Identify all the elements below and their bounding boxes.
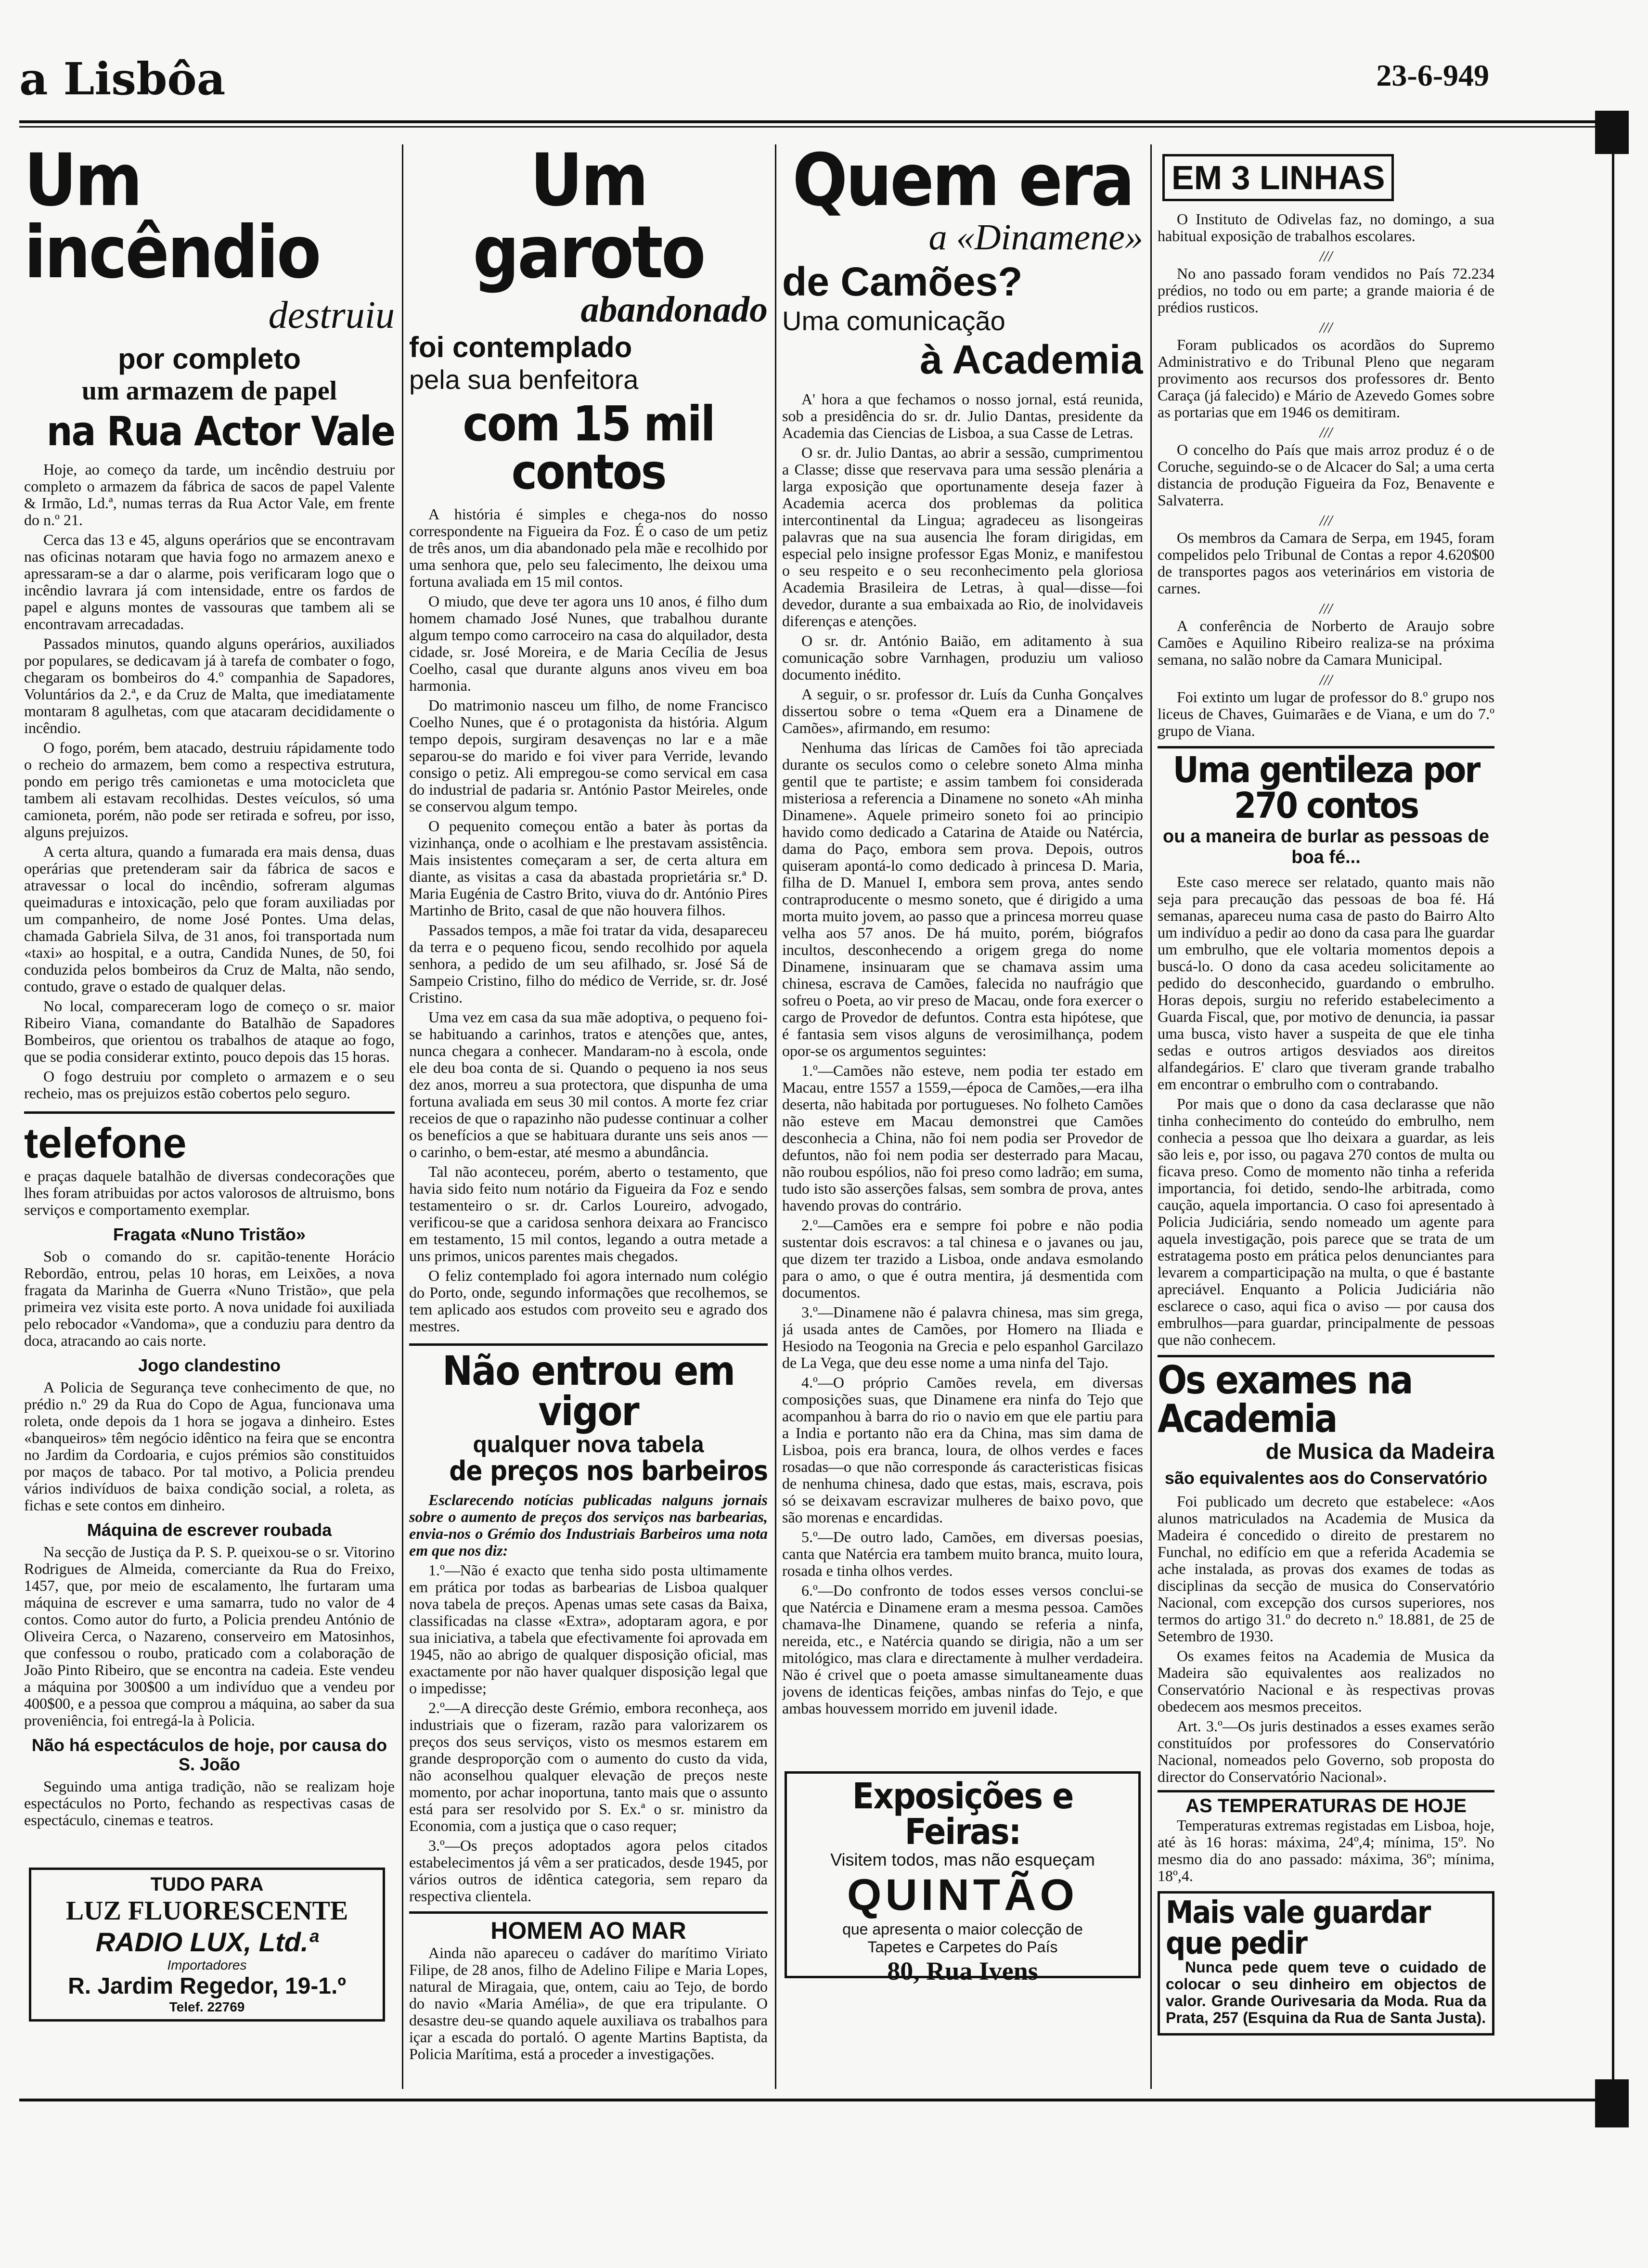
temperaturas-text: Temperaturas extremas registadas em Lisboa, hoje, até às 16 horas: máxima, 24º,4; mínima, 15º. No mesmo dia do ano passado: máxima, 36º; mínima, 18º,4. — [1158, 1817, 1494, 1884]
fire-headline-4: um armazem de papel — [81, 376, 337, 406]
black-bar-bottom — [1595, 2079, 1629, 2127]
top-rule-thin — [19, 126, 1595, 128]
maquina-text: Na secção de Justiça da P. S. P. queixou-se o sr. Vitorino Rodrigues de Almeida, comerciante da Rua do Freixo, 1457, que, por meio de escalamento, lhe furtaram uma máquina de escrever e uma samarra, tudo no valor de 4 contos. Como autor do furto, a Policia prendeu António de Oliveira Cerca, o Nazareno, conserveiro em Matosinhos, que confessou o roubo, praticado com a colaboração de João Pinto Ribeiro, que se encontra na cadeia. Este vendeu a máquina por 300$00 a um indivíduo que a vendeu por 400$00, e a pessoa que comprou a máquina, ao saber da sua proveniência, foi entregá-la à Policia. — [24, 1543, 395, 1729]
dinamene-paragraph: 6.º—Do confronto de todos esses versos conclui-se que Natércia e Dinamene eram a mesma pessoa. Camões chamava-lhe Dinamene, quando se referia a ninfa, nereida, etc., e Natércia quando se dirigia, não a um ser mitológico, mas clara e directamente à mulher verdadeira. Não é crivel que o poeta amasse simultaneamente duas jovens de identicas feições, ambas ninfas do Tejo, e que ambas houvessem morrido em juvenil idade. — [782, 1582, 1143, 1717]
gentileza-headline: Uma gentileza por 270 contos — [1172, 749, 1480, 826]
dinamene-paragraph: 1.º—Camões não esteve, nem podia ter estado em Macau, entre 1557 a 1559,—época de Camões,—era ilha deserta, não habitada por portugueses. No folheto Camões não esteve em Macau demonstrei que Camões desconhecia a China, não foi nem podia ser Provedor de defuntos, não foi nem podia ser desterrado para Macau, não roubou espólios, não foi preso como ladrão; em suma, tudo isto são asserções falsas, sem sombra de prova, antes havendo provas do contrário. — [782, 1062, 1143, 1214]
masthead-date: 23-6-949 — [1376, 58, 1489, 92]
separator: /// — [1319, 424, 1333, 441]
jogo-title: Jogo clandestino — [138, 1355, 281, 1375]
radio-lux-ad — [29, 1868, 385, 2022]
garoto-article — [409, 506, 768, 1335]
fire-article — [24, 461, 395, 1102]
column-1 — [24, 144, 395, 2089]
dinamene-headline-2: a «Dinamene» — [928, 217, 1143, 258]
news-brief: O Instituto de Odivelas faz, no domingo, a sua habitual exposição de trabalhos escolares. — [1158, 210, 1494, 245]
homem-ao-mar-text: Ainda não apareceu o cadáver do marítimo Viriato Filipe, de 28 anos, filho de Adelino Filipe e Maria Lopes, natural de Miragaia, que, ontem, caiu ao Tejo, de bordo do navio «Maria Amélia», de que era tripulante. O desastre deu-se quando aquele auxiliava os trabalhos para içar a escada do portaló. O agente Martins Baptista, da Policia Marítima, está a proceder a investigações. — [409, 1944, 768, 2062]
separator: /// — [1319, 512, 1333, 529]
bottom-rule — [19, 2099, 1595, 2101]
telefone-text: e praças daquele batalhão de diversas condecorações que lhes foram atribuidas por actos valorosos de altruismo, bons serviços e comportamento exemplar. — [24, 1167, 395, 1218]
column-2 — [409, 144, 768, 2089]
gentileza-subheadline: ou a maneira de burlar as pessoas de boa fé... — [1163, 826, 1489, 867]
garoto-headline: Um garoto — [473, 144, 704, 295]
gentileza-paragraph: Por mais que o dono da casa declarasse que não tinha conhecimento do conteúdo do embrulho, nem conhecia a pessoa que lho deixara a guardar, as leis são leis e, por isso, ou pagava 270 contos de multa ou ficava preso. Como de momento não tinha a referida importancia, foi detido, sendo-lhe arbitrada, como caução, aquela importancia. O caso foi apresentado à Policia Judiciária, sendo nomeado um agente para aquela investigação, pois parece que se trata de um estratagema posto em prática pelos denunciantes para levarem a comparticipação na multa, o que é bastante apreciável. Enquanto a Policia Judiciária não esclarece o caso, aqui fica o aviso — por causa dos embrulhos—para guardar, principalmente de pessoas que não conhecem. — [1158, 1095, 1494, 1348]
ad-line: Exposições e Feiras: — [852, 1776, 1073, 1853]
garoto-paragraph: O feliz contemplado foi agora internado num colégio do Porto, onde, segundo informações que recolhemos, se tem aplicado aos estudos com proveito seu e agrado dos mestres. — [409, 1267, 768, 1335]
quintao-ad — [785, 1771, 1141, 1985]
garoto-headline-4: pela sua benfeitora — [409, 364, 639, 395]
dinamene-paragraph: 5.º—De outro lado, Camões, em diversas poesias, canta que Natércia era tambem muito branca, muito loura, rosada e tinha olhos verdes. — [782, 1528, 1143, 1579]
right-edge-rule — [1612, 154, 1614, 2079]
exames-paragraph: Foi publicado um decreto que estabelece: «Aos alunos matriculados na Academia de Musica da Madeira é concedido o direito de prestarem no Funchal, no edifício em que a referida Academia se ache instalada, as provas dos exames de todas as disciplinas da secção de musica do Conservatório Nacional, com excepção dos cursos superiores, nos termos do artigo 31.º do decreto n.º 18.881, de 25 de Setembro de 1930. — [1158, 1493, 1494, 1645]
top-rule — [19, 120, 1595, 123]
homem-ao-mar-title: HOMEM AO MAR — [490, 1917, 686, 1944]
telefone-heading: telefone — [24, 1119, 187, 1167]
fire-paragraph: Hoje, ao começo da tarde, um incêndio destruiu por completo o armazem da fábrica de sacos de papel Valente & Irmão, Ld.ª, numas terras da Rua Actor Vale, em frente do n.º 21. — [24, 461, 395, 528]
dinamene-article — [782, 391, 1143, 1717]
barbeiros-headline-2: qualquer nova tabela — [473, 1432, 704, 1457]
fire-paragraph: Cerca das 13 e 45, alguns operários que se encontravam nas oficinas notaram que havia fogo no armazem anexo e apressaram-se a dar o alarme, pois verificaram logo que o incêndio lavrara já com intensidade, entre os fardos de papel e alguns montes de vassouras que tambem ali se encontravam arrecadadas. — [24, 531, 395, 632]
barbeiros-paragraph: 2.º—A direcção deste Grémio, embora reconheça, aos industriais que o fizeram, razão para valorizarem os preços dos seus serviços, visto os mesmos estarem em grande desproporção com o aumento do custo da vida, não aconselhou qualquer elevação de preços neste momento, por achar inoportuna, tanto mais que o assunto está para ser resolvido por S. Ex.ª o sr. ministro da Economia, com a justiça que o caso requer; — [409, 1699, 768, 1834]
ourivesaria-ad — [1158, 1891, 1494, 2036]
exames-headline: Os exames na Academia — [1158, 1358, 1412, 1441]
dinamene-headline-3: de Camões? — [782, 259, 1023, 304]
separator: /// — [1319, 319, 1333, 336]
dinamene-paragraph: Nenhuma das líricas de Camões foi tão apreciada durante os seculos como o celebre soneto Alma minha gentil que te partiste; e assim tambem foi considerada misteriosa a referencia a Dinamene no soneto «Ah minha Dinamene». Aquele primeiro soneto foi ao principio havido como dedicado a Catarina de Ataide ou Natércia, dama do Paço, embora sem prova. Depois, outros quiseram apontá-lo como dedicado à princesa D. Maria, filha de D. Manuel I, embora sem prova, antes sendo contraproducente o mesmo soneto, que é dirigido a uma morta muito jovem, ao passo que a princesa morreu quase velha aos 57 anos. De há muito, porém, biógrafos incultos, desconhecendo a origem grega do nome Dinamene, insinuaram que se chamava assim uma chinesa, escrava de Camões, falecida no naufrágio que sofreu o Poeta, ao vir preso de Macau, onde fora exercer o cargo de Provedor de defuntos. Contra esta hipótese, que é fantasia sem visos alguns de verosimilhança, podem opor-se os argumentos seguintes: — [782, 739, 1143, 1059]
dinamene-paragraph: 3.º—Dinamene não é palavra chinesa, mas sim grega, já usada antes de Camões, por Homero na Iliada e Hesiodo na Teogonia na Grecia e pelo espanhol Garcilazo de La Vega, que deu esse nome a uma ninfa del Tajo. — [782, 1303, 1143, 1371]
exames-paragraph: Os exames feitos na Academia de Musica da Madeira são equivalentes aos realizados no Conservatório Nacional e às respectivas provas obedecem aos mesmos preceitos. — [1158, 1647, 1494, 1715]
column-divider-2 — [775, 144, 776, 2089]
garoto-paragraph: A história é simples e chega-nos do nosso correspondente na Figueira da Foz. É o caso de um petiz de três anos, um dia abandonado pela mãe e recolhido por uma senhora que, pelo seu falecimento, lhe deixou uma fortuna avaliada em 15 mil contos. — [409, 505, 768, 590]
garoto-paragraph: Tal não aconteceu, porém, aberto o testamento, que havia sido feito num notário da Figueira da Foz e sendo testamenteiro o sr. dr. Carlos Loureiro, advogado, verificou-se que a caridosa senhora deixara ao Francisco em testamento, 15 mil contos, legando a outra metade a uns primos, unicos parentes mais chegados. — [409, 1163, 768, 1264]
espectaculos-title: Não há espectáculos de hoje, por causa do S. João — [31, 1735, 387, 1774]
dinamene-paragraph: A seguir, o sr. professor dr. Luís da Cunha Gonçalves dissertou sobre o tema «Quem era a Dinamene de Camões», afirmando, em resumo: — [782, 685, 1143, 736]
garoto-headline-5: com 15 mil contos — [463, 396, 714, 500]
ad-line: QUINTÃO — [847, 1870, 1079, 1920]
masthead-title: a Lisbôa — [19, 53, 226, 105]
news-brief: No ano passado foram vendidos no País 72.234 prédios, no todo ou em parte; a grande maioria é de prédios rusticos. — [1158, 265, 1494, 316]
garoto-paragraph: Uma vez em casa da sua mãe adoptiva, o pequeno foi-se habituando a carinhos, tratos e atenções que, antes, nunca chegara a conhecer. Mandaram-no à escola, onde ele deu boa conta de si. Quando o pequeno ia nos seus dez anos, morreu a sua protectora, que dispunha de uma fortuna avaliada em seus 30 mil contos. A morte fez criar receios de que o rapazinho não pudesse continuar a colher os benefícios a que se habituara durante uns seis anos — o carinho, o bem-estar, até mesmo a abundância. — [409, 1008, 768, 1160]
ad-line: Telef. 22769 — [169, 1999, 245, 2014]
fragata-title: Fragata «Nuno Tristão» — [113, 1224, 306, 1244]
garoto-headline-3: foi contemplado — [409, 331, 632, 363]
news-brief: Os membros da Camara de Serpa, em 1945, foram compelidos pelo Tribunal de Contas a repor 4.620$00 de transportes pagos aos veterinários em vistoria de carnes. — [1158, 529, 1494, 597]
separator: /// — [1319, 600, 1333, 617]
maquina-title: Máquina de escrever roubada — [87, 1520, 332, 1540]
ad-line: Tapetes e Carpetes do País — [867, 1938, 1058, 1956]
fire-headline: Um incêndio — [24, 144, 320, 295]
column-4 — [1158, 144, 1494, 2089]
fire-headline-2: destruiu — [268, 294, 395, 336]
dinamene-paragraph: 4.º—O próprio Camões revela, em diversas composições suas, que Dinamene era ninfa do Tejo que acompanhou à barra do rio o navio em que ele partiu para a India e portanto não era da China, mas sim dama de Lisboa, pois era branca, loura, de olhos verdes e faces rosadas—o que não corresponde ás caracteristicas fisicas de nenhuma chinesa, dado que estas, mais, escrava, pois só se deixavam escravizar mulheres de baixo povo, que são morenas e encardidas. — [782, 1374, 1143, 1526]
ad-line: que apresenta o maior colecção de — [842, 1920, 1083, 1938]
column-divider-1 — [402, 144, 403, 2089]
barbeiros-paragraph: 3.º—Os preços adoptados agora pelos citados estabelecimentos já vêm a ser praticados, desde 1945, por vários outros de idêntica categoria, sem reparo da respectiva clientela. — [409, 1837, 768, 1905]
dinamene-headline: Quem era — [792, 144, 1133, 222]
separator: /// — [1319, 671, 1333, 688]
ourivesaria-ad-title: Mais vale guardar que pedir — [1166, 1895, 1430, 1961]
fire-paragraph: No local, compareceram logo de começo o sr. maior Ribeiro Viana, comandante do Batalhão de Sapadores Bombeiros, que orientou os trabalhos de ataque ao fogo, que se podia considerar extinto, pouco depois das 15 horas. — [24, 997, 395, 1065]
barbeiros-intro: Esclarecendo notícias publicadas nalguns jornais sobre o aumento de preços dos serviços nas barbearias, envia-nos o Grémio dos Industriais Barbeiros uma nota em que nos diz: — [409, 1491, 768, 1559]
news-brief: O concelho do País que mais arroz produz é o de Coruche, seguindo-se o de Alcacer do Sal; a uma certa distancia de produção Figueira da Foz, Benavente e Salvaterra. — [1158, 441, 1494, 509]
fragata-text: Sob o comando do sr. capitão-tenente Horácio Rebordão, entrou, pelas 10 horas, em Leixões, a nova fragata da Marinha de Guerra «Nuno Tristão», que pela primeira vez visita este porto. A nova unidade foi auxiliada pelo rebocador «Vandoma», que a conduziu para dentro da doca, atracando ao cais norte. — [24, 1248, 395, 1349]
fire-paragraph: A certa altura, quando a fumarada era mais densa, duas operárias que pretenderam sair da fábrica de sacos e atravessar o local do incêndio, sofreram algumas queimaduras e intoxicação, pelo que foram auxiliadas por um companheiro, de nome José Pontes. Uma delas, chamada Gabriela Silva, de 31 anos, foi transportada num «taxi» ao hospital, e a outra, Candida Nunes, de 50, foi conduzida pelos bombeiros da Cruz de Malta, não sendo, contudo, grave o estado de qualquer delas. — [24, 843, 395, 995]
dinamene-paragraph: O sr. dr. Julio Dantas, ao abrir a sessão, cumprimentou a Classe; disse que reservava para uma sessão plenária a larga exposição que oportunamente deseja fazer à Academia acerca dos problemas da politica intercontinental da Lingua; agradeceu as lisongeiras palavras que na sua ausencia lhe foram dirigidas, em especial pelo insigne professor Egas Moniz, e manifestou o seu respeito e o seu reconhecimento pela gloriosa Academia Brasileira de Letras, à qual—disse—foi devedor, durante a sua embaixada ao Rio, de inolvidaveis diferenças e atenções. — [782, 444, 1143, 630]
garoto-paragraph: O miudo, que deve ter agora uns 10 anos, é filho dum homem chamado José Nunes, que trabalhou durante algum tempo como carroceiro na casa do alquilador, desta cidade, sr. José Moreira, e de Maria Cecília de Jesus Coelho, casal que durante alguns anos viveu em boa harmonia. — [409, 593, 768, 694]
gentileza-paragraph: Este caso merece ser relatado, quanto mais não seja para precaução das pessoas de boa fé. Há semanas, apareceu numa casa de pasto do Bairro Alto um indivíduo a pedir ao dono da casa para lhe guardar um embrulho, que ele voltaria momentos depois a buscá-lo. O dono da casa acedeu solicitamente ao pedido do desconhecido, guardando o embrulho. Horas depois, surgiu no referido estabelecimento a Guarda Fiscal, que, por motivo de denuncia, ia passar uma busca, visto haver a suspeita de que ele tinha sedas e outros artigos desviados aos direitos alfandegários. E' claro que tiveram grande trabalho em encontrar o embrulho com o contrabando. — [1158, 873, 1494, 1093]
news-brief: A conferência de Norberto de Araujo sobre Camões e Aquilino Ribeiro realiza-se na próxima semana, no salão nobre da Camara Municipal. — [1158, 617, 1494, 668]
dinamene-headline-4: Uma comunicação — [782, 306, 1005, 336]
exames-subheadline: de Musica da Madeira — [1265, 1439, 1494, 1464]
barbeiros-headline: Não entrou em vigor — [442, 1347, 734, 1435]
ad-line: R. Jardim Regedor, 19-1.º — [68, 1973, 346, 1999]
separator: /// — [1319, 247, 1333, 265]
dinamene-paragraph: 2.º—Camões era e sempre foi pobre e não podia sustentar dois escravos: a tal chinesa e o javanes ou jau, que dizem ter trazido a Lisboa, onde andava esmolando para o amo, o que é outra mentira, já desmentida com documentos. — [782, 1216, 1143, 1301]
black-bar-top — [1595, 111, 1629, 154]
em-3-linhas-title: EM 3 LINHAS — [1162, 154, 1394, 201]
ad-line: LUZ FLUORESCENTE — [65, 1896, 348, 1926]
dinamene-headline-5: à Academia — [920, 337, 1143, 382]
fire-paragraph: O fogo, porém, bem atacado, destruiu rápidamente todo o recheio do armazem, bem como a respectiva estrutura, pondo em perigo três camionetas e uma motocicleta que tambem ali estavam recolhidas. Destes veículos, só uma camioneta, porém, não pode ser retirada e sofreu, por isso, alguns prejuizos. — [24, 739, 395, 840]
exames-paragraph: Art. 3.º—Os juris destinados a esses exames serão constituídos por professores do Conservatório Nacional, nomeados pelo Governo, sob proposta do director do Conservatório Nacional». — [1158, 1717, 1494, 1785]
garoto-paragraph: Passados tempos, a mãe foi tratar da vida, desapareceu da terra e o pequeno ficou, sendo recolhido por aquela senhora, a pedido de um seu afilhado, sr. José Sá de Sampeio Cristino, filho do médico de Verride, sr. dr. José Cristino. — [409, 921, 768, 1006]
fire-headline-5: na Rua Actor Vale — [46, 408, 395, 455]
barbeiros-paragraph: 1.º—Não é exacto que tenha sido posta ultimamente em prática por todas as barbearias de Lisboa qualquer nova tabela de preços. Apenas umas sete casas da Baixa, classificadas na classe «Extra», adoptaram agora, e por sua iniciativa, a tabela que efectivamente foi aprovada em 1945, não ao abrigo de qualquer disposição oficial, mas exactamente por não haver qualquer disposição legal que o impedisse; — [409, 1561, 768, 1697]
fire-paragraph: Passados minutos, quando alguns operários, auxiliados por populares, se dedicavam já à tarefa de combater o fogo, chegaram os bombeiros do 4.º companhia de Sapadores, Voluntários da 2.ª, e da Cruz de Malta, que imediatamente montaram 8 agulhetas, com que atacaram decididamente o incêndio. — [24, 635, 395, 736]
garoto-headline-2: abandonado — [580, 289, 768, 330]
exames-subheadline-2: são equivalentes aos do Conservatório — [1164, 1468, 1488, 1488]
jogo-text: A Policia de Segurança teve conhecimento de que, no prédio n.º 29 da Rua do Copo de Agua, funcionava uma roleta, onde depois da 1 hora se jogava a dinheiro. Estes «banqueiros» têm negócio idêntico na feira que se encontra no Jardim da Cordoaria, e cujos prémios são constituidos por maços de tabaco. Por tal motivo, a Policia prendeu vários indivíduos de baixa condição social, a roleta, as fichas e sete contos em dinheiro. — [24, 1379, 395, 1514]
fire-headline-3: por completo — [117, 343, 301, 375]
barbeiros-headline-3: de preços nos barbeiros — [449, 1456, 768, 1487]
news-brief: Foram publicados os acordãos do Supremo Administrativo e do Tribunal Pleno que negaram provimento aos recursos dos professores dr. Bento Caraça (já falecido) e Mário de Azevedo Gomes sobre as portarias que em 1946 os demitiram. — [1158, 336, 1494, 421]
temperaturas-title: AS TEMPERATURAS DE HOJE — [1185, 1795, 1467, 1817]
column-divider-3 — [1150, 144, 1152, 2089]
dinamene-paragraph: A' hora a que fechamos o nosso jornal, está reunida, sob a presidência do sr. dr. Julio Dantas, presidente da Academia das Ciencias de Lisboa, a sua Casse de Letras. — [782, 390, 1143, 441]
ad-line: Importadores — [167, 1958, 247, 1972]
espectaculos-text: Seguindo uma antiga tradição, não se realizam hoje espectáculos no Porto, fechando as respectivas casas de espectáculo, cinemas e teatros. — [24, 1778, 395, 1829]
fire-paragraph: O fogo destruiu por completo o armazem e o seu recheio, mas os prejuizos estão cobertos pelo seguro. — [24, 1068, 395, 1102]
dinamene-paragraph: O sr. dr. António Baião, em aditamento à sua comunicação sobre Varnhagen, produziu um valioso documento inédito. — [782, 632, 1143, 683]
ourivesaria-ad-text: Nunca pede quem teve o cuidado de colocar o seu dinheiro em objectos de valor. Grande Ourivesaria da Moda. Rua da Prata, 257 (Esquina da Rua de Santa Justa). — [1166, 1959, 1486, 2026]
ad-line: Visitem todos, mas não esqueçam — [830, 1850, 1095, 1869]
ad-line: 80, Rua Ivens — [887, 1957, 1038, 1985]
garoto-paragraph: Do matrimonio nasceu um filho, de nome Francisco Coelho Nunes, que é o protagonista da história. Algum tempo depois, surgiram desavenças no lar e a mãe separou-se do marido e foi viver para Verride, levando consigo o petiz. Ali empregou-se como servical em casa do industrial de padaria sr. António Pastor Meireles, onde se conservou algum tempo. — [409, 696, 768, 815]
news-brief: Foi extinto um lugar de professor do 8.º grupo nos liceus de Chaves, Guimarães e de Viana, e um do 7.º grupo de Viana. — [1158, 688, 1494, 739]
ad-line: RADIO LUX, Ltd.ª — [95, 1927, 319, 1957]
garoto-paragraph: O pequenito começou então a bater às portas da vizinhança, onde o acolhiam e lhe prestavam assistência. Mais insistentes começaram a ser, de certa altura em diante, as visitas a casa da abastada proprietária sr.ª D. Maria Eugénia de Castro Brito, viuva do dr. António Pires Martinho de Brito, casal de que não houvera filhos. — [409, 817, 768, 919]
ad-line: TUDO PARA — [150, 1874, 264, 1895]
